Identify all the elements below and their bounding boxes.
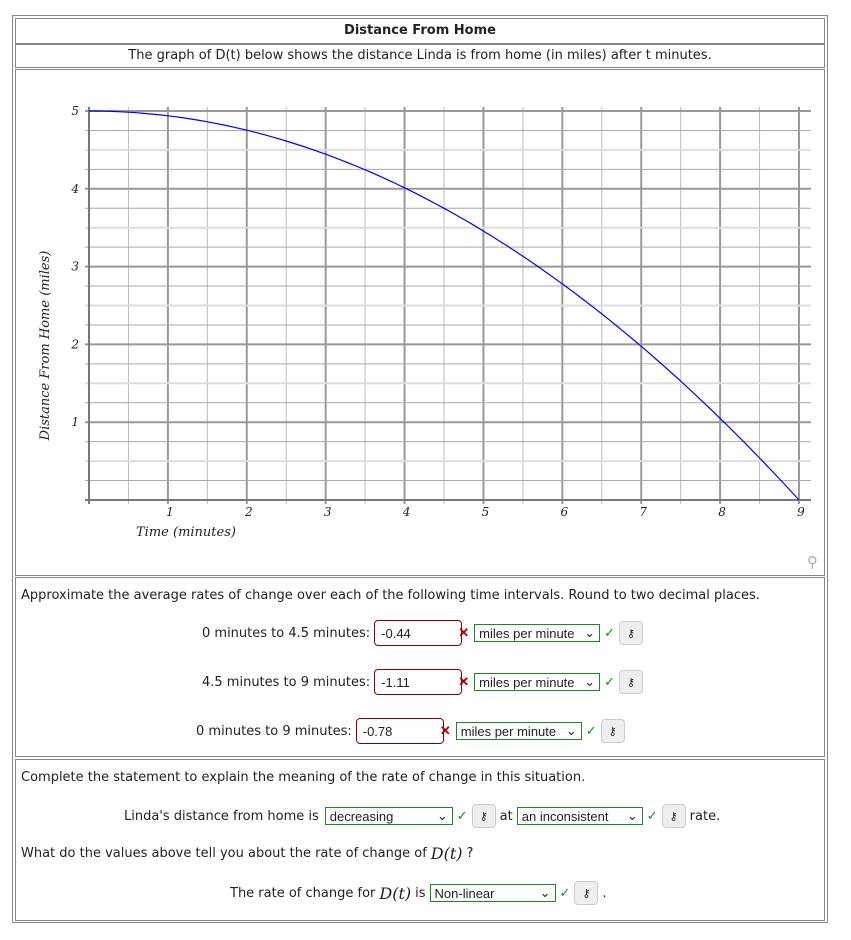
question-mark: ?	[466, 846, 474, 861]
check-icon: ✓	[585, 723, 597, 739]
y-tick-label: 2	[71, 337, 79, 352]
y-axis-label: Distance From Home (miles)	[38, 250, 53, 441]
x-tick-label: 9	[797, 505, 805, 519]
rate-input-value: -0.78	[362, 723, 393, 739]
chevron-down-icon: ⌄	[539, 885, 551, 900]
period: .	[602, 885, 607, 901]
y-tick-label: 1	[71, 415, 79, 430]
incorrect-x-icon: ✕	[458, 625, 470, 640]
unit-select[interactable]	[456, 722, 582, 740]
statement-is: is	[415, 885, 426, 901]
y-tick-label: 4	[71, 181, 79, 196]
x-tick-label: 4	[402, 505, 411, 519]
rate-input[interactable]	[374, 669, 470, 695]
interval-label: 0 minutes to 4.5 minutes:	[202, 625, 371, 641]
key-icon[interactable]: ⚷	[472, 804, 496, 828]
rate-input[interactable]	[356, 718, 451, 744]
problem-container	[12, 15, 828, 923]
x-tick-label: 6	[560, 505, 569, 519]
linearity-select[interactable]	[430, 884, 556, 902]
x-tick-label: 3	[323, 505, 332, 519]
chevron-down-icon: ⌄	[565, 723, 577, 738]
y-tick-label: 5	[71, 104, 79, 118]
rates-prompt: Approximate the average rates of change over each of the following time intervals. Round to two decimal places.	[21, 588, 760, 603]
unit-select-value: miles per minute	[460, 723, 557, 739]
chevron-down-icon: ⌄	[436, 808, 448, 823]
x-tick-label: 2	[244, 505, 253, 519]
statement-text-1: Linda's distance from home is	[124, 808, 319, 824]
function-name: D(t)	[430, 844, 463, 863]
statement-at: at	[499, 808, 513, 824]
unit-select[interactable]	[474, 624, 600, 642]
consistency-select-value: an inconsistent	[521, 808, 609, 824]
statement-panel	[15, 759, 825, 921]
key-icon[interactable]: ⚷	[601, 719, 625, 743]
statement-prompt: Complete the statement to explain the meaning of the rate of change in this situation.	[21, 770, 586, 785]
chevron-down-icon: ⌄	[626, 808, 638, 823]
rate-question-row	[196, 718, 625, 744]
check-icon: ✓	[604, 674, 616, 690]
question-text: What do the values above tell you about the rate of change of	[21, 846, 427, 861]
problem-description: The graph of D(t) below shows the distance Linda is from home (in miles) after t minutes.	[15, 44, 825, 68]
check-icon: ✓	[456, 808, 468, 824]
zoom-magnifier-icon[interactable]: ⚲	[807, 553, 818, 571]
unit-select-value: miles per minute	[479, 674, 575, 690]
problem-title: Distance From Home	[15, 18, 825, 44]
incorrect-x-icon: ✕	[439, 723, 451, 738]
rate-question-row	[202, 669, 643, 695]
x-tick-label: 5	[481, 505, 490, 519]
key-icon[interactable]: ⚷	[662, 804, 686, 828]
chevron-down-icon: ⌄	[584, 625, 596, 640]
x-axis-label: Time (minutes)	[136, 525, 236, 540]
statement-text-2: The rate of change for	[230, 885, 376, 901]
interval-label: 4.5 minutes to 9 minutes:	[202, 674, 371, 690]
rate-question-row	[202, 620, 643, 646]
incorrect-x-icon: ✕	[458, 674, 470, 689]
rate-input-value: -1.11	[381, 674, 410, 690]
y-tick-label: 3	[71, 259, 79, 274]
distance-chart	[16, 70, 824, 575]
key-icon[interactable]: ⚷	[574, 881, 598, 905]
check-icon: ✓	[559, 885, 571, 901]
trend-select-value: decreasing	[329, 808, 394, 824]
rate-input[interactable]	[374, 620, 470, 646]
interval-label: 0 minutes to 9 minutes:	[196, 723, 352, 739]
key-icon[interactable]: ⚷	[619, 670, 643, 694]
consistency-select[interactable]	[517, 807, 643, 825]
graph-panel	[15, 69, 825, 576]
statement-rate: rate.	[689, 808, 721, 824]
function-name: D(t)	[379, 883, 412, 903]
rates-panel	[15, 577, 825, 757]
x-tick-label: 7	[639, 505, 648, 519]
trend-select[interactable]	[325, 807, 453, 825]
unit-select-value: miles per minute	[479, 625, 575, 641]
check-icon: ✓	[604, 625, 616, 641]
chevron-down-icon: ⌄	[584, 674, 596, 689]
check-icon: ✓	[646, 808, 658, 824]
key-icon[interactable]: ⚷	[619, 621, 643, 645]
linearity-select-value: Non-linear	[434, 885, 495, 901]
rate-input-value: -0.44	[381, 625, 411, 641]
x-tick-label: 1	[166, 505, 174, 519]
x-tick-label: 8	[718, 505, 726, 519]
unit-select[interactable]	[474, 673, 600, 691]
